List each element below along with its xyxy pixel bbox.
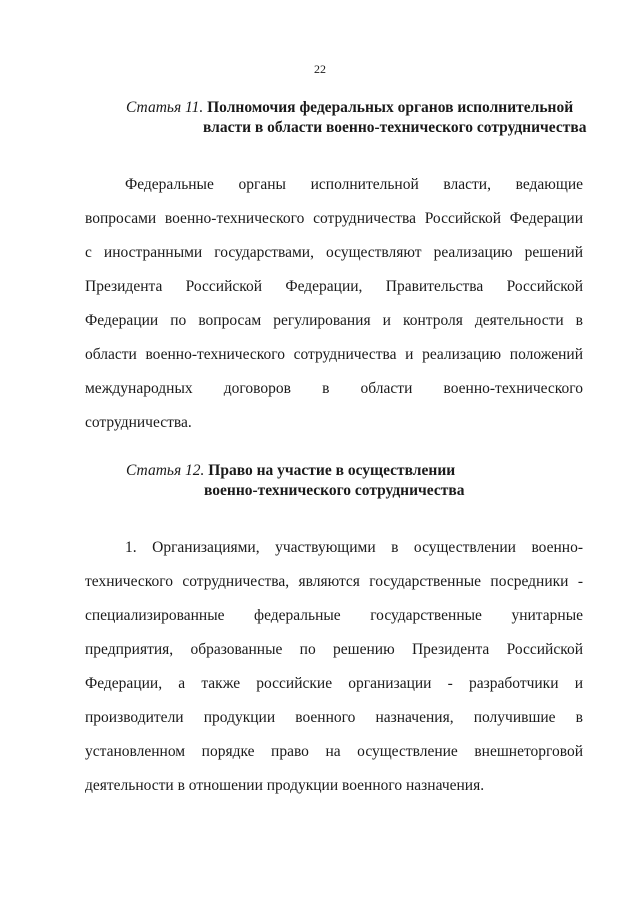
paragraph-line: производители продукции военного назначения, получившие в — [85, 709, 583, 726]
article-11-heading — [126, 98, 586, 138]
article-11-lead: Статья 11. — [126, 99, 204, 116]
paragraph-line: Федерации, а также российские организации - разработчики и — [85, 675, 583, 692]
paragraph-line: Федеральные органы исполнительной власти, ведающие — [125, 176, 583, 193]
page-number: 22 — [314, 62, 326, 76]
paragraph-line: сотрудничества. — [85, 414, 192, 431]
paragraph-line: вопросами военно-технического сотрудничества Российской Федерации — [85, 210, 583, 227]
paragraph-line: области военно-технического сотрудничества и реализацию положений — [85, 346, 583, 363]
article-12-title: Право на участие в осуществлении — [208, 462, 456, 479]
paragraph-line: международных договоров в области военно-технического — [85, 380, 583, 397]
paragraph-line: технического сотрудничества, являются государственные посредники - — [85, 573, 583, 590]
paragraph-line: установленном порядке право на осуществление внешнеторговой — [85, 743, 583, 760]
paragraph-line: деятельности в отношении продукции военного назначения. — [85, 777, 485, 794]
article-11-body — [85, 168, 583, 440]
paragraph-line: 1. Организациями, участвующими в осуществлении военно- — [125, 539, 583, 556]
article-12-lead: Статья 12. — [126, 462, 205, 479]
article-12-body — [85, 531, 583, 803]
article-11-title: Полномочия федеральных органов исполнительной — [207, 99, 574, 116]
paragraph-line: специализированные федеральные государственные унитарные — [85, 607, 583, 624]
paragraph-line: предприятия, образованные по решению Президента Российской — [85, 641, 583, 658]
paragraph-line: с иностранными государствами, осуществляют реализацию решений — [85, 244, 583, 261]
paragraph-line: Федерации по вопросам регулирования и контроля деятельности в — [85, 312, 583, 329]
article-11-title-continued: власти в области военно-технического сотрудничества — [203, 119, 587, 136]
article-12-heading — [126, 461, 464, 501]
paragraph-line: Президента Российской Федерации, Правительства Российской — [85, 278, 583, 295]
article-12-title-continued: военно-технического сотрудничества — [204, 482, 465, 499]
